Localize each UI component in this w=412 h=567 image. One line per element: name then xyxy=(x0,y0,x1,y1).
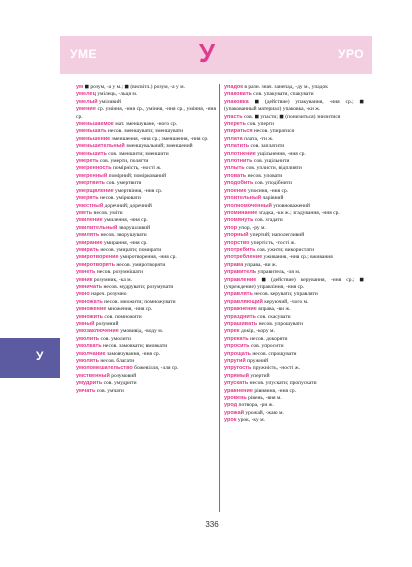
entry-headword: умение xyxy=(76,106,96,113)
entry-headword: умничать xyxy=(76,283,103,290)
entry-headword: умственный xyxy=(76,372,110,379)
entry-headword: умножение xyxy=(76,306,107,313)
entry-headword: упразднить xyxy=(224,313,256,320)
dictionary-entry xyxy=(76,314,216,321)
entry-definition: в разн. знач. занепад, -ду м., упадок xyxy=(243,84,328,90)
entry-headword: уменьшаемое xyxy=(76,121,114,128)
entry-definition: умовивід, -воду м. xyxy=(118,328,164,335)
entry-definition: мат. зменшуване, -ного ср. xyxy=(113,121,178,128)
entry-headword: упругость xyxy=(224,365,252,372)
entry-headword: упаковка xyxy=(224,98,249,105)
entry-definition: сов. уподібнити xyxy=(253,180,292,187)
entry-definition: несов. зворушувати xyxy=(99,232,147,239)
entry-definition: упор, -ру м. xyxy=(237,224,266,231)
entry-headword: упоительный xyxy=(224,195,262,202)
dictionary-entry xyxy=(76,180,216,187)
entry-headword: уполномоченный xyxy=(224,202,272,209)
entry-definition: доречний; доречний xyxy=(103,202,152,209)
entry-definition: сов. умерти, полягти xyxy=(98,158,149,165)
entry-headword: уплотнение xyxy=(224,150,256,157)
entry-definition: замовчування, -ння ср. xyxy=(105,350,161,357)
entry-definition: несов. множити; помножувати xyxy=(102,298,176,305)
entry-definition: нареч. розумно xyxy=(89,291,127,298)
entry-headword: умелец xyxy=(76,91,96,98)
entry-headword: умиление xyxy=(76,217,103,224)
dictionary-entry xyxy=(224,262,364,269)
dictionary-entry xyxy=(224,151,364,158)
entry-definition: умертвіння, -ння ср. xyxy=(113,187,163,194)
entry-headword: уплата xyxy=(224,135,243,142)
entry-headword: уповать xyxy=(224,172,247,179)
dictionary-entry xyxy=(76,91,216,98)
entry-definition: божевілля, -лля ср. xyxy=(132,365,179,372)
dictionary-entry xyxy=(224,336,364,343)
entry-headword: упорный xyxy=(224,232,249,239)
entry-headword: уподобить xyxy=(224,180,254,187)
entry-headword: умереть xyxy=(76,158,99,165)
left-column xyxy=(76,84,216,514)
dictionary-entry xyxy=(224,158,364,165)
entry-definition: вправа, -ви ж. xyxy=(256,306,291,313)
header-right-guideword: УРО xyxy=(338,47,365,61)
dictionary-entry xyxy=(224,343,364,350)
entry-headword: умерщвление xyxy=(76,187,114,194)
entry-definition: несов. упускати; пропускати xyxy=(248,380,317,387)
entry-headword: упрек xyxy=(224,328,240,335)
dictionary-entry xyxy=(76,336,216,343)
entry-definition: несов. замовкати; вмовкати xyxy=(101,343,168,350)
entry-headword: упоминание xyxy=(224,209,258,216)
entry-headword: умеренность xyxy=(76,165,112,172)
entry-definition: несов. докоряти xyxy=(248,335,288,342)
entry-definition: умилення, -ння ср. xyxy=(102,217,148,224)
header-left-guideword: УМЕ xyxy=(70,47,97,61)
entry-definition: пружний xyxy=(245,358,269,365)
entry-definition: множення, -ння ср. xyxy=(106,306,153,313)
dictionary-entry xyxy=(76,106,216,121)
header-bar xyxy=(60,36,372,74)
entry-definition: несов. упрошувати xyxy=(257,321,304,327)
dictionary-entry xyxy=(76,210,216,217)
dictionary-entry xyxy=(76,328,216,335)
dictionary-entry xyxy=(76,299,216,306)
entry-headword: уметь xyxy=(76,209,93,216)
dictionary-entry xyxy=(76,365,216,372)
entry-definition: сов. ◼ упасти; ◼ (понизиться) знизитися xyxy=(242,113,341,120)
entry-definition: несов. розумнішати xyxy=(95,269,143,276)
entry-headword: умилительный xyxy=(76,224,118,231)
dictionary-entry xyxy=(224,410,364,417)
dictionary-entry xyxy=(224,388,364,395)
entry-headword: упрямый xyxy=(224,372,250,379)
entry-headword: упрощать xyxy=(224,350,251,357)
entry-headword: упереть xyxy=(224,121,246,128)
entry-headword: уровень xyxy=(224,395,247,402)
entry-definition: ◼ розум, -а у м.; ◼ (висвітл.) розум, -а у м. xyxy=(83,84,185,90)
dictionary-entry xyxy=(224,114,364,121)
dictionary-entry xyxy=(224,358,364,365)
entry-headword: упускать xyxy=(224,380,249,387)
entry-headword: уменьшать xyxy=(76,128,107,135)
page-number: 336 xyxy=(205,520,219,529)
entry-headword: упражнение xyxy=(224,306,257,313)
entry-headword: урок xyxy=(224,417,237,424)
dictionary-entry xyxy=(76,232,216,239)
entry-headword: управитель xyxy=(224,269,257,276)
entry-definition: ср. уміння, -ння ср., уміння, -ння ср., уміння, -ння ср. xyxy=(76,106,216,120)
entry-definition: несов. спрощувати xyxy=(250,350,297,357)
entry-headword: умножать xyxy=(76,298,103,305)
entry-definition: плата, -ти ж. xyxy=(242,135,274,142)
entry-headword: умиротворять xyxy=(76,261,115,268)
entry-headword: упираться xyxy=(224,128,253,135)
dictionary-entry xyxy=(224,232,364,239)
dictionary-entry xyxy=(224,351,364,358)
entry-headword: умчать xyxy=(76,387,96,394)
side-tab-letter: У xyxy=(36,349,44,363)
entry-definition: сов. заплатити xyxy=(249,143,285,150)
entry-definition: сов. умертвити xyxy=(104,180,142,187)
entry-definition: несов. умірювати xyxy=(98,195,141,202)
dictionary-entry xyxy=(224,254,364,261)
entry-definition: сов. упросити xyxy=(249,343,284,350)
header-letter: У xyxy=(198,38,216,68)
entry-definition: ◼ (действие) упакування, -ння ср.; ◼ (упакованный материал) упаковка, -ки ж. xyxy=(224,98,364,113)
entry-headword: умудрить xyxy=(76,380,103,387)
entry-headword: урод xyxy=(224,402,238,409)
dictionary-entry xyxy=(76,203,216,210)
entry-definition: управитель, -ля м. xyxy=(256,269,301,276)
dictionary-entry xyxy=(76,217,216,224)
dictionary-entry xyxy=(76,291,216,298)
dictionary-columns xyxy=(72,84,364,514)
dictionary-entry xyxy=(76,99,216,106)
entry-headword: умопомешательство xyxy=(76,365,133,372)
entry-definition: управа, -ви ж. xyxy=(243,261,278,268)
entry-headword: умнеть xyxy=(76,269,96,276)
entry-definition: розумник, -ка м. xyxy=(92,276,133,283)
entry-definition: сов. умчати xyxy=(95,387,124,394)
entry-definition: упоєння, -ння ср. xyxy=(246,187,289,194)
entry-definition: умиротворення, -ння ср. xyxy=(118,254,177,261)
entry-headword: умолять xyxy=(76,358,99,365)
dictionary-entry xyxy=(76,388,216,395)
entry-headword: умник xyxy=(76,276,93,283)
entry-definition: ◼ (действие) керування, -ння ср.; ◼ (учреждение) управління, -ння ср. xyxy=(224,276,364,290)
entry-definition: несов. уміти xyxy=(92,209,123,216)
entry-definition: несов. упиратися xyxy=(252,128,294,135)
entry-definition: сов. скасувати xyxy=(255,313,291,320)
entry-definition: сов. уплисти, відпливти xyxy=(244,165,302,172)
entry-definition: несов. умирати; помирати xyxy=(98,246,162,253)
dictionary-entry xyxy=(76,284,216,291)
entry-definition: сов. ущільнити xyxy=(252,158,290,165)
entry-definition: ущільнення, -ння ср. xyxy=(255,150,306,157)
entry-definition: упертість, -тості ж. xyxy=(249,239,296,246)
entry-definition: уживання, -ння ср.; вживання xyxy=(262,254,333,261)
entry-headword: упрекать xyxy=(224,335,249,342)
entry-definition: сов. згадати xyxy=(253,217,283,224)
dictionary-entry xyxy=(224,225,364,232)
entry-definition: урок, -ку м. xyxy=(236,417,265,424)
entry-definition: зворушливий xyxy=(117,224,151,231)
dictionary-entry xyxy=(224,188,364,195)
dictionary-entry xyxy=(224,306,364,313)
dictionary-entry xyxy=(224,380,364,387)
dictionary-entry xyxy=(76,84,216,91)
dictionary-entry xyxy=(224,143,364,150)
dictionary-entry xyxy=(224,195,364,202)
dictionary-entry xyxy=(76,343,216,350)
dictionary-entry xyxy=(224,314,364,321)
entry-headword: умный xyxy=(76,321,95,327)
entry-headword: уменьшение xyxy=(76,135,111,142)
entry-headword: уплатить xyxy=(224,143,250,150)
entry-headword: управляющий xyxy=(224,298,263,305)
dictionary-entry xyxy=(76,173,216,180)
entry-headword: упасть xyxy=(224,113,243,120)
entry-definition: докір, -кору м. xyxy=(239,328,275,335)
entry-headword: управлять xyxy=(224,291,253,298)
dictionary-entry xyxy=(76,158,216,165)
entry-headword: умолчание xyxy=(76,350,106,357)
entry-definition: чарівний xyxy=(261,195,284,202)
dictionary-entry xyxy=(224,328,364,335)
entry-definition: сов. ужити; використати xyxy=(255,246,315,253)
entry-definition: керуючий, -чого м. xyxy=(262,298,309,305)
entry-headword: уплотнить xyxy=(224,158,253,165)
entry-definition: урожай, -жаю м. xyxy=(244,409,284,416)
entry-headword: уравнение xyxy=(224,387,253,394)
entry-definition: упертий; наполегливий xyxy=(248,232,305,239)
entry-headword: умерять xyxy=(76,195,99,202)
dictionary-entry xyxy=(224,395,364,402)
dictionary-entry xyxy=(76,269,216,276)
dictionary-entry xyxy=(224,128,364,135)
entry-headword: упросить xyxy=(224,343,250,350)
dictionary-entry xyxy=(224,121,364,128)
entry-headword: упаковать xyxy=(224,91,252,98)
dictionary-entry xyxy=(76,121,216,128)
dictionary-entry xyxy=(224,99,364,114)
entry-definition: потвора, -ри ж. xyxy=(237,402,274,409)
dictionary-entry xyxy=(224,210,364,217)
dictionary-entry xyxy=(76,306,216,313)
entry-definition: згадка, -ки ж.; згадування, -ння ср. xyxy=(257,209,340,216)
dictionary-entry xyxy=(76,151,216,158)
entry-headword: ум xyxy=(76,84,84,90)
entry-headword: управление xyxy=(224,276,257,283)
dictionary-entry xyxy=(224,240,364,247)
entry-headword: умирание xyxy=(76,239,103,246)
entry-definition: уповноважений xyxy=(271,202,310,209)
entry-headword: уместный xyxy=(76,202,104,209)
entry-headword: умножить xyxy=(76,313,104,320)
dictionary-entry xyxy=(76,262,216,269)
dictionary-entry xyxy=(76,165,216,172)
dictionary-entry xyxy=(76,225,216,232)
right-column xyxy=(224,84,364,514)
entry-definition: несов. керувати; управляти xyxy=(252,291,318,298)
dictionary-entry xyxy=(224,291,364,298)
entry-headword: управа xyxy=(224,261,244,268)
entry-definition: сов. умолити xyxy=(99,335,131,342)
entry-definition: уміливий xyxy=(97,98,121,105)
entry-headword: умозаключение xyxy=(76,328,119,335)
entry-definition: несов. мудрувати; розумувати xyxy=(102,283,174,290)
dictionary-entry xyxy=(224,321,364,328)
entry-headword: уменьшительный xyxy=(76,143,125,150)
entry-definition: зменшувальний; зменшений xyxy=(124,143,193,150)
dictionary-entry xyxy=(76,128,216,135)
entry-headword: умолкать xyxy=(76,343,102,350)
entry-definition: упертий xyxy=(249,372,270,379)
entry-definition: розумовий xyxy=(109,372,137,379)
entry-headword: умертвить xyxy=(76,180,105,187)
dictionary-entry xyxy=(224,417,364,424)
entry-headword: уменьшить xyxy=(76,150,107,157)
dictionary-entry xyxy=(76,143,216,150)
dictionary-entry xyxy=(224,365,364,372)
dictionary-entry xyxy=(76,373,216,380)
dictionary-entry xyxy=(224,136,364,143)
entry-definition: несов. благати xyxy=(98,358,135,365)
dictionary-entry xyxy=(76,188,216,195)
entry-headword: умилять xyxy=(76,232,100,239)
entry-headword: употребление xyxy=(224,254,263,261)
entry-definition: помірність, -ності ж. xyxy=(111,165,162,172)
dictionary-entry xyxy=(76,321,216,328)
entry-headword: умиротворение xyxy=(76,254,119,261)
entry-definition: умирання, -ння ср. xyxy=(102,239,148,246)
dictionary-entry xyxy=(224,180,364,187)
entry-definition: сов. зменшити; зменшити xyxy=(106,150,169,157)
entry-headword: упомянуть xyxy=(224,217,254,224)
entry-definition: розумний xyxy=(94,321,119,327)
entry-definition: сов. умудрити xyxy=(102,380,137,387)
dictionary-entry xyxy=(76,277,216,284)
dictionary-entry xyxy=(224,165,364,172)
entry-headword: умолить xyxy=(76,335,100,342)
dictionary-entry xyxy=(224,269,364,276)
dictionary-entry xyxy=(224,203,364,210)
side-thumb-tab[interactable] xyxy=(0,338,60,378)
entry-headword: упрашивать xyxy=(224,321,258,327)
dictionary-entry xyxy=(224,84,364,91)
entry-headword: употребить xyxy=(224,246,256,253)
entry-definition: несов. умиротворяти xyxy=(114,261,166,268)
dictionary-entry xyxy=(76,195,216,202)
entry-definition: сов. помножити xyxy=(103,313,142,320)
entry-definition: сов. упакувати, спакувати xyxy=(251,91,314,98)
entry-headword: упадок xyxy=(224,84,244,90)
entry-definition: рівняння, -ння ср. xyxy=(252,387,297,394)
entry-headword: упорство xyxy=(224,239,250,246)
entry-headword: умирать xyxy=(76,246,99,253)
dictionary-entry xyxy=(224,277,364,292)
entry-definition: умілець, -льця м. xyxy=(95,91,138,98)
entry-definition: несов. зменшувати; зменшувати xyxy=(106,128,184,135)
column-divider xyxy=(219,84,220,512)
entry-headword: умелый xyxy=(76,98,98,105)
entry-headword: уплыть xyxy=(224,165,245,172)
entry-headword: упор xyxy=(224,224,238,231)
dictionary-entry xyxy=(224,91,364,98)
entry-headword: упоение xyxy=(224,187,247,194)
dictionary-entry xyxy=(224,217,364,224)
entry-definition: помірний; поміркований xyxy=(107,172,167,179)
dictionary-entry xyxy=(224,299,364,306)
entry-definition: пружність, -ності ж. xyxy=(251,365,301,372)
dictionary-entry xyxy=(224,373,364,380)
entry-headword: умеренный xyxy=(76,172,108,179)
entry-definition: сов. уперти xyxy=(245,121,274,128)
entry-headword: упругий xyxy=(224,358,246,365)
entry-headword: урожай xyxy=(224,409,245,416)
dictionary-entry xyxy=(76,351,216,358)
dictionary-entry xyxy=(224,402,364,409)
dictionary-entry xyxy=(76,380,216,387)
entry-definition: несов. уповати xyxy=(246,172,283,179)
entry-definition: зменшення, -ння ср.; зменшення, -ння ср. xyxy=(110,135,209,142)
dictionary-entry xyxy=(76,240,216,247)
dictionary-entry xyxy=(76,247,216,254)
dictionary-entry xyxy=(76,254,216,261)
entry-headword: умно xyxy=(76,291,90,298)
entry-definition: рівень, -вня м. xyxy=(246,395,282,402)
